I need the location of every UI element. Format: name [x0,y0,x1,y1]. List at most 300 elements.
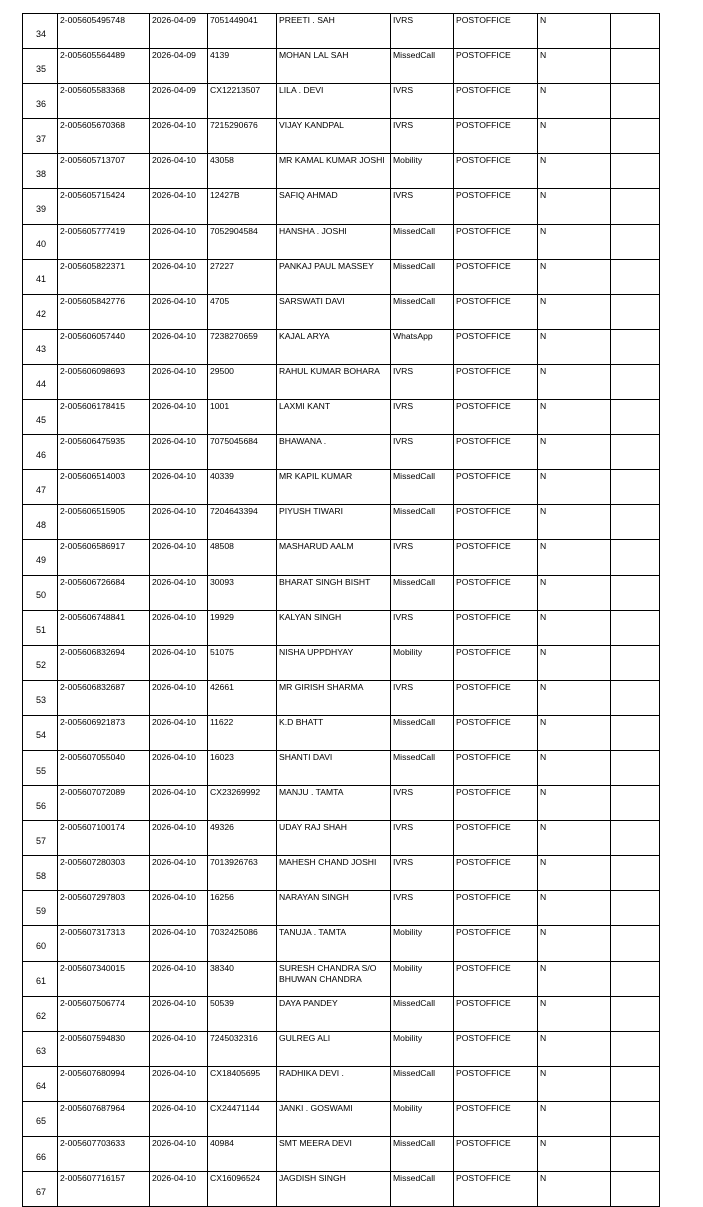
cell-flag [538,786,611,821]
cell-date-text: 2026-04-10 [152,857,196,868]
cell-office-text: POSTOFFICE [456,681,511,692]
cell-flag-text: N [540,506,547,517]
cell-request-id [58,1066,150,1101]
cell-flag-text: N [540,997,547,1008]
cell-channel-text: IVRS [393,401,414,412]
cell-office-text: POSTOFFICE [456,1173,511,1184]
cell-flag [538,1031,611,1066]
cell-customer-name-text: SHANTI DAVI [279,751,333,762]
cell-request-id-text: 2-005607280303 [60,857,125,868]
cell-customer-name [277,1066,391,1101]
cell-office [454,1172,538,1207]
cell-office-text: POSTOFFICE [456,611,511,622]
cell-remark [611,189,660,224]
cell-remark-text [611,84,659,85]
cell-serial-number [23,294,58,329]
cell-channel-text: IVRS [393,15,414,25]
cell-customer-name-text: SARSWATI DAVI [279,295,345,306]
cell-serial-number-text: 41 [35,274,46,285]
cell-remark [611,786,660,821]
cell-office-text: POSTOFFICE [456,857,511,868]
cell-request-id [58,750,150,785]
cell-channel-text: Mobility [393,1102,423,1113]
cell-request-id-text: 2-005606057440 [60,330,125,341]
cell-remark-text [611,540,659,541]
cell-serial-number [23,786,58,821]
cell-flag [538,329,611,364]
cell-channel [391,1137,454,1172]
cell-date [150,1137,208,1172]
cell-customer-name-text: DAYA PANDEY [279,997,338,1008]
cell-remark-text [611,891,659,892]
cell-office-text: POSTOFFICE [456,50,511,61]
cell-office [454,610,538,645]
cell-remark [611,224,660,259]
cell-serial-number [23,610,58,645]
cell-date-text: 2026-04-10 [152,1067,196,1078]
cell-remark-text [611,962,659,963]
cell-code [208,505,277,540]
cell-office-text: POSTOFFICE [456,155,511,166]
cell-serial-number [23,891,58,926]
cell-customer-name [277,680,391,715]
cell-customer-name-text: RAHUL KUMAR BOHARA [279,365,380,376]
cell-customer-name-text: KAJAL ARYA [279,330,330,341]
cell-flag-text: N [540,401,547,412]
cell-channel-text: MissedCall [393,225,436,236]
cell-code [208,435,277,470]
cell-flag-text: N [540,190,547,201]
cell-code [208,1137,277,1172]
cell-code [208,84,277,119]
cell-channel-text: IVRS [393,436,414,447]
cell-customer-name [277,645,391,680]
cell-customer-name-text: SURESH CHANDRA S/O BHUWAN CHANDRA [279,962,377,984]
cell-request-id-text: 2-005607317313 [60,927,125,938]
cell-customer-name [277,14,391,49]
cell-serial-number [23,49,58,84]
cell-customer-name-text: PREETI . SAH [279,15,335,25]
cell-serial-number-text: 46 [35,449,46,460]
cell-flag-text: N [540,471,547,482]
cell-code [208,470,277,505]
cell-office-text: POSTOFFICE [456,1067,511,1078]
table-row [23,540,660,575]
cell-remark-text [611,611,659,612]
cell-flag [538,891,611,926]
cell-request-id [58,1031,150,1066]
cell-request-id [58,329,150,364]
cell-serial-number [23,189,58,224]
cell-date-text: 2026-04-10 [152,997,196,1008]
cell-serial-number-text: 50 [35,590,46,601]
cell-date [150,891,208,926]
cell-date [150,575,208,610]
cell-flag [538,856,611,891]
cell-remark [611,505,660,540]
cell-code-text: 11622 [210,716,234,727]
cell-request-id [58,961,150,996]
cell-date [150,84,208,119]
cell-request-id [58,259,150,294]
cell-date [150,470,208,505]
cell-code-text: 49326 [210,822,234,833]
cell-date-text: 2026-04-10 [152,401,196,412]
cell-customer-name [277,575,391,610]
cell-date-text: 2026-04-10 [152,120,196,131]
cell-remark [611,715,660,750]
cell-request-id-text: 2-005605713707 [60,155,125,166]
cell-office-text: POSTOFFICE [456,927,511,938]
table-row [23,364,660,399]
cell-channel [391,435,454,470]
cell-serial-number [23,715,58,750]
cell-date [150,1031,208,1066]
cell-flag-text: N [540,646,547,657]
cell-serial-number [23,119,58,154]
cell-date-text: 2026-04-10 [152,471,196,482]
cell-serial-number [23,470,58,505]
cell-date-text: 2026-04-10 [152,681,196,692]
cell-office-text: POSTOFFICE [456,892,511,903]
cell-customer-name-text: SMT MEERA DEVI [279,1138,352,1148]
cell-serial-number [23,961,58,996]
cell-serial-number [23,540,58,575]
cell-remark-text [611,189,659,190]
cell-remark-text [611,1032,659,1033]
cell-code-text: 43058 [210,155,234,166]
cell-office-text: POSTOFFICE [456,716,511,727]
cell-customer-name-text: K.D BHATT [279,716,324,727]
table-row [23,856,660,891]
cell-date [150,786,208,821]
cell-flag [538,996,611,1031]
table-row [23,435,660,470]
cell-customer-name-text: BHAWANA . [279,436,327,447]
cell-date-text: 2026-04-10 [152,506,196,517]
cell-request-id-text: 2-005606178415 [60,401,125,412]
cell-office [454,926,538,961]
cell-office-text: POSTOFFICE [456,646,511,657]
cell-flag [538,189,611,224]
cell-customer-name-text: LAXMI KANT [279,401,331,412]
cell-office [454,189,538,224]
cell-remark [611,610,660,645]
cell-remark [611,1172,660,1207]
cell-customer-name [277,1101,391,1136]
cell-code-text: 29500 [210,365,234,376]
cell-request-id-text: 2-005605715424 [60,190,125,201]
cell-customer-name-text: MR KAMAL KUMAR JOSHI [279,155,385,166]
cell-channel [391,750,454,785]
cell-channel [391,154,454,189]
cell-customer-name [277,435,391,470]
cell-channel [391,1172,454,1207]
cell-flag [538,961,611,996]
table-row [23,154,660,189]
cell-code-text: CX18405695 [210,1067,261,1078]
table-row [23,750,660,785]
cell-serial-number-text: 47 [35,484,46,495]
cell-customer-name [277,786,391,821]
cell-remark [611,540,660,575]
cell-request-id [58,505,150,540]
cell-office-text: POSTOFFICE [456,365,511,376]
cell-channel [391,786,454,821]
cell-date [150,1172,208,1207]
cell-channel-text: IVRS [393,85,414,96]
cell-remark [611,926,660,961]
cell-channel-text: MissedCall [393,997,436,1008]
cell-serial-number [23,821,58,856]
cell-remark [611,680,660,715]
cell-request-id-text: 2-005606514003 [60,471,125,482]
cell-serial-number [23,1101,58,1136]
cell-remark-text [611,505,659,506]
cell-channel-text: IVRS [393,892,414,903]
cell-channel [391,715,454,750]
cell-channel-text: Mobility [393,962,423,973]
cell-office [454,294,538,329]
cell-date [150,856,208,891]
cell-serial-number [23,1137,58,1172]
cell-code [208,996,277,1031]
cell-code-text: 50539 [210,997,234,1008]
cell-remark [611,891,660,926]
cell-code [208,119,277,154]
cell-date-text: 2026-04-09 [152,15,196,25]
cell-remark [611,470,660,505]
cell-serial-number-text: 54 [35,730,46,741]
cell-remark-text [611,225,659,226]
cell-request-id [58,680,150,715]
cell-request-id-text: 2-005607506774 [60,997,125,1008]
cell-request-id [58,84,150,119]
cell-customer-name-text: TANUJA . TAMTA [279,927,347,938]
cell-date-text: 2026-04-10 [152,330,196,341]
cell-date [150,540,208,575]
cell-date-text: 2026-04-10 [152,751,196,762]
cell-customer-name [277,961,391,996]
cell-serial-number-text: 65 [35,1116,46,1127]
cell-remark-text [611,681,659,682]
table-row [23,49,660,84]
cell-serial-number [23,575,58,610]
cell-channel [391,84,454,119]
cell-channel [391,1066,454,1101]
cell-office-text: POSTOFFICE [456,295,511,306]
cell-code [208,49,277,84]
cell-remark-text [611,295,659,296]
cell-remark [611,1066,660,1101]
cell-code-text: 7051449041 [210,15,258,25]
cell-office-text: POSTOFFICE [456,822,511,833]
cell-customer-name [277,1031,391,1066]
cell-remark [611,575,660,610]
cell-customer-name [277,1137,391,1172]
cell-office-text: POSTOFFICE [456,541,511,552]
cell-remark-text [611,1102,659,1103]
cell-code [208,715,277,750]
cell-serial-number [23,996,58,1031]
cell-remark [611,400,660,435]
cell-office [454,821,538,856]
cell-office [454,1101,538,1136]
cell-serial-number-text: 62 [35,1011,46,1022]
cell-office [454,224,538,259]
cell-customer-name-text: NISHA UPPDHYAY [279,646,354,657]
cell-code [208,540,277,575]
cell-channel [391,224,454,259]
cell-request-id [58,154,150,189]
cell-flag [538,14,611,49]
cell-customer-name-text: NARAYAN SINGH [279,892,349,903]
cell-date [150,1101,208,1136]
cell-office-text: POSTOFFICE [456,436,511,447]
cell-channel-text: IVRS [393,365,414,376]
cell-serial-number [23,14,58,49]
cell-request-id-text: 2-005606832694 [60,646,125,657]
cell-request-id [58,224,150,259]
cell-remark [611,961,660,996]
cell-office-text: POSTOFFICE [456,1032,511,1043]
table-row [23,119,660,154]
cell-channel-text: MissedCall [393,1138,436,1148]
cell-request-id [58,891,150,926]
cell-code-text: 16256 [210,892,234,903]
cell-flag [538,1172,611,1207]
cell-remark [611,1137,660,1172]
cell-channel [391,119,454,154]
cell-code-text: CX16096524 [210,1173,261,1184]
cell-serial-number [23,364,58,399]
cell-date [150,14,208,49]
cell-code-text: 7238270659 [210,330,258,341]
cell-customer-name-text: MAHESH CHAND JOSHI [279,857,377,868]
cell-flag-text: N [540,15,547,25]
cell-request-id [58,49,150,84]
cell-request-id [58,856,150,891]
cell-request-id [58,645,150,680]
cell-channel-text: MissedCall [393,260,436,271]
cell-request-id [58,1172,150,1207]
cell-channel [391,505,454,540]
table-row [23,329,660,364]
cell-serial-number-text: 57 [35,835,46,846]
cell-office [454,680,538,715]
cell-flag [538,926,611,961]
cell-request-id-text: 2-005607716157 [60,1173,125,1184]
cell-code-text: 19929 [210,611,234,622]
cell-channel [391,470,454,505]
cell-serial-number [23,680,58,715]
cell-flag-text: N [540,1102,547,1113]
cell-office [454,364,538,399]
cell-date-text: 2026-04-10 [152,225,196,236]
table-row [23,645,660,680]
cell-customer-name [277,1172,391,1207]
cell-customer-name [277,610,391,645]
cell-serial-number [23,750,58,785]
cell-customer-name [277,926,391,961]
cell-serial-number [23,645,58,680]
cell-code-text: 42661 [210,681,234,692]
cell-request-id-text: 2-005605583368 [60,85,125,96]
cell-code [208,645,277,680]
cell-flag-text: N [540,787,547,798]
cell-channel [391,294,454,329]
cell-request-id-text: 2-005605564489 [60,50,125,61]
cell-remark [611,645,660,680]
table-row [23,259,660,294]
cell-request-id [58,119,150,154]
cell-request-id [58,540,150,575]
table-row [23,14,660,49]
cell-channel-text: Mobility [393,1032,423,1043]
cell-serial-number [23,505,58,540]
cell-remark-text [611,856,659,857]
cell-code-text: 51075 [210,646,234,657]
cell-date-text: 2026-04-10 [152,365,196,376]
table-row [23,470,660,505]
cell-date [150,400,208,435]
cell-request-id-text: 2-005606098693 [60,365,125,376]
cell-code-text: 38340 [210,962,234,973]
cell-flag [538,715,611,750]
cell-code-text: CX12213507 [210,85,261,96]
cell-remark-text [611,365,659,366]
cell-serial-number-text: 60 [35,940,46,951]
cell-remark-text [611,1067,659,1068]
cell-code-text: CX24471144 [210,1102,260,1113]
cell-flag [538,84,611,119]
cell-flag-text: N [540,1138,547,1148]
cell-customer-name-text: JAGDISH SINGH [279,1173,346,1184]
cell-code [208,891,277,926]
cell-remark-text [611,751,659,752]
cell-remark [611,1101,660,1136]
cell-customer-name [277,821,391,856]
cell-date-text: 2026-04-10 [152,436,196,447]
cell-serial-number-text: 66 [35,1151,46,1162]
cell-request-id [58,1137,150,1172]
cell-request-id [58,364,150,399]
document-page [22,13,659,1207]
cell-channel-text: IVRS [393,120,414,131]
cell-date-text: 2026-04-10 [152,295,196,306]
cell-office-text: POSTOFFICE [456,190,511,201]
cell-code [208,154,277,189]
cell-remark [611,154,660,189]
cell-code-text: 48508 [210,541,234,552]
cell-request-id-text: 2-005607055040 [60,751,125,762]
cell-serial-number [23,1172,58,1207]
cell-customer-name [277,189,391,224]
cell-customer-name-text: JANKI . GOSWAMI [279,1102,353,1113]
cell-serial-number-text: 38 [35,168,46,179]
cell-flag-text: N [540,365,547,376]
cell-serial-number-text: 36 [35,98,46,109]
cell-date [150,224,208,259]
cell-flag [538,540,611,575]
cell-office-text: POSTOFFICE [456,962,511,973]
cell-request-id [58,14,150,49]
cell-office [454,1137,538,1172]
cell-flag [538,821,611,856]
cell-office [454,329,538,364]
cell-date [150,49,208,84]
cell-serial-number [23,435,58,470]
